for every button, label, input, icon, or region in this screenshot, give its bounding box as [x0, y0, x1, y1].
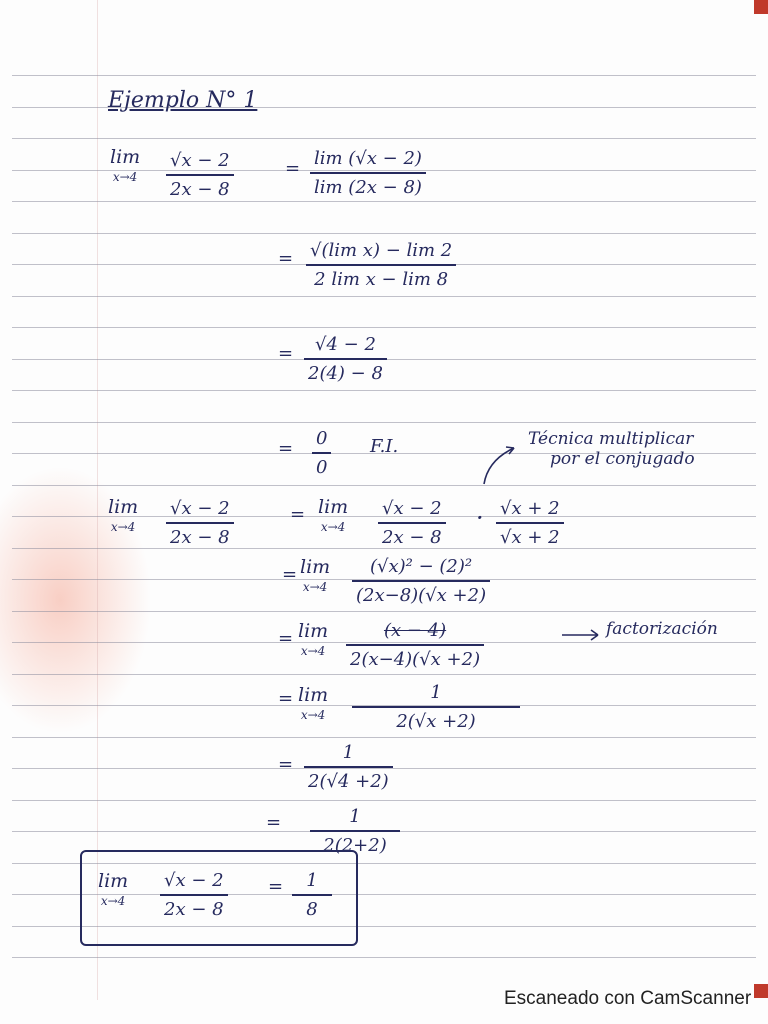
numerator: (x − 4): [383, 620, 447, 641]
limit-operator: [110, 146, 140, 184]
numerator: 1: [342, 742, 355, 763]
equals-sign: =: [278, 343, 294, 364]
numerator: 1: [430, 682, 442, 703]
equals-sign: =: [282, 564, 298, 585]
ruled-line: [12, 390, 756, 391]
denominator: 2(4) − 8: [308, 362, 383, 384]
fraction: [310, 806, 400, 856]
fraction: [160, 870, 228, 920]
denominator: 2x − 8: [164, 898, 224, 920]
fraction: [310, 148, 426, 198]
numerator: √(lim x) − lim 2: [310, 240, 453, 261]
fraction: [306, 240, 456, 290]
ruled-line: [12, 233, 756, 234]
ruled-line: [12, 485, 756, 486]
scanner-watermark: Escaneado con CamScanner: [504, 988, 752, 1009]
equals-sign: =: [285, 158, 301, 179]
denominator: (2x−8)(√x +2): [356, 584, 487, 606]
limit-operator: [318, 496, 348, 534]
ruled-line: [12, 75, 756, 76]
numerator: (√x)² − (2)²: [369, 556, 473, 577]
denominator: 2(x−4)(√x +2): [350, 648, 481, 670]
denominator: 2x − 8: [170, 178, 230, 200]
note-line: por el conjugado: [550, 448, 695, 469]
ruled-line: [12, 422, 756, 423]
fraction: [346, 620, 484, 670]
lim-word: lim: [318, 496, 349, 518]
limit-operator: [108, 496, 138, 534]
fraction: [304, 742, 393, 792]
lim-word: lim: [298, 620, 329, 642]
equals-sign: =: [278, 438, 294, 459]
lim-subscript: x→4: [300, 708, 326, 722]
equals-sign: =: [278, 688, 294, 709]
ruled-line: [12, 327, 756, 328]
fraction: [312, 428, 331, 478]
fraction: [292, 870, 332, 920]
equals-sign: =: [266, 812, 282, 833]
numerator: lim (√x − 2): [314, 148, 422, 169]
ruled-line: [12, 201, 756, 202]
ruled-line: [12, 296, 756, 297]
corner-mark-top: [754, 0, 768, 14]
numerator: √x − 2: [170, 150, 230, 171]
note-line: Técnica multiplicar: [528, 429, 694, 449]
denominator: 2 lim x − lim 8: [314, 268, 449, 290]
lim-word: lim: [98, 870, 129, 892]
limit-operator: [298, 684, 328, 722]
fraction: [352, 556, 490, 606]
ruled-line: [12, 548, 756, 549]
fraction: [166, 150, 234, 200]
denominator: 2(√4 +2): [308, 770, 389, 792]
lim-subscript: x→4: [112, 170, 138, 184]
equals-sign: =: [268, 876, 284, 897]
note-arrow: [478, 436, 526, 488]
denominator: 2x − 8: [170, 526, 230, 548]
lim-subscript: x→4: [100, 894, 126, 908]
factorization-arrow: [560, 628, 602, 642]
fraction: [378, 498, 446, 548]
equals-sign: =: [278, 628, 294, 649]
ruled-line: [12, 800, 756, 801]
lim-subscript: x→4: [320, 520, 346, 534]
numerator: 0: [316, 428, 328, 449]
lim-subscript: x→4: [302, 580, 328, 594]
lim-word: lim: [300, 556, 331, 578]
corner-mark-bottom: [754, 984, 768, 998]
denominator: 2x − 8: [382, 526, 442, 548]
numerator: √x + 2: [500, 498, 560, 519]
numerator: 1: [306, 870, 318, 891]
fraction: [496, 498, 564, 548]
multiplication-dot: ·: [476, 504, 484, 532]
limit-operator: [298, 620, 328, 658]
factorization-note: factorización: [606, 619, 718, 639]
numerator: 1: [349, 806, 361, 827]
denominator: lim (2x − 8): [314, 176, 422, 198]
lim-word: lim: [110, 146, 141, 168]
lim-word: lim: [298, 684, 329, 706]
denominator: 8: [306, 898, 318, 920]
technique-note: [528, 430, 695, 469]
denominator: √x + 2: [500, 526, 560, 548]
denominator: 2(√x +2): [396, 710, 476, 732]
numerator: √x − 2: [170, 498, 230, 519]
equals-sign: =: [278, 248, 294, 269]
lim-subscript: x→4: [300, 644, 326, 658]
limit-operator: [300, 556, 330, 594]
fraction: [304, 334, 387, 384]
fraction: [166, 498, 234, 548]
numerator: √4 − 2: [315, 334, 376, 355]
denominator: 2(2+2): [323, 834, 387, 856]
equals-sign: =: [290, 504, 306, 525]
ruled-line: [12, 611, 756, 612]
numerator: √x − 2: [164, 870, 224, 891]
limit-operator: [98, 870, 128, 908]
page-title: Ejemplo N° 1: [108, 88, 258, 113]
ruled-line: [12, 737, 756, 738]
lim-word: lim: [108, 496, 139, 518]
indeterminate-form-label: F.I.: [370, 436, 399, 457]
ruled-line: [12, 957, 756, 958]
numerator: √x − 2: [382, 498, 442, 519]
equals-sign: =: [278, 754, 294, 775]
denominator: 0: [316, 456, 328, 478]
ruled-line: [12, 138, 756, 139]
ruled-line: [12, 674, 756, 675]
lim-subscript: x→4: [110, 520, 136, 534]
fraction: [352, 682, 520, 732]
